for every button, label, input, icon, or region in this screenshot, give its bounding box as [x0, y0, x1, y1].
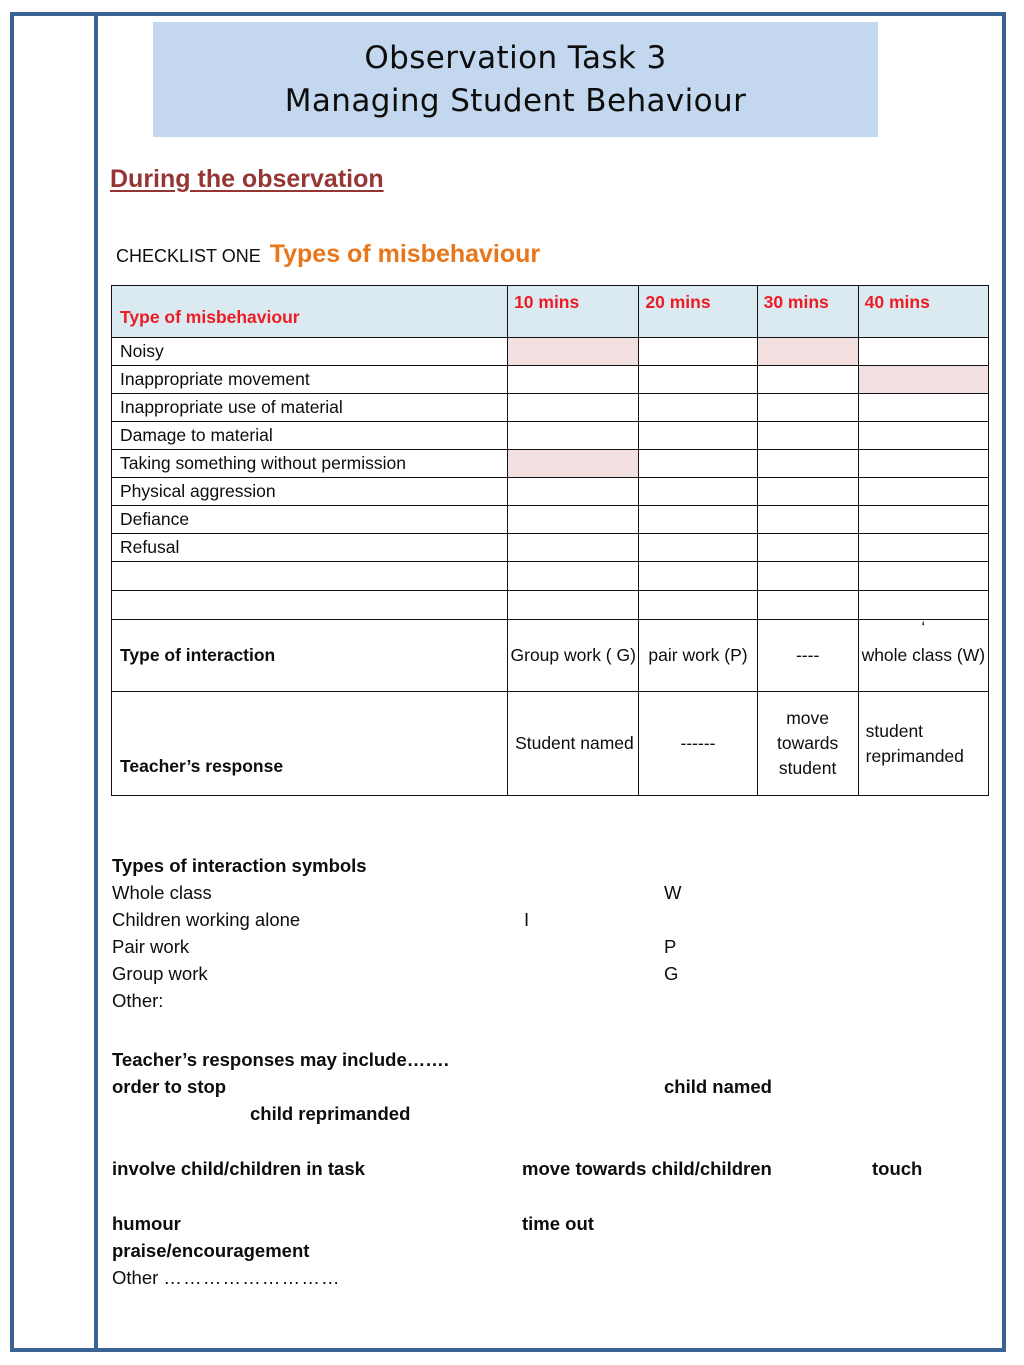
tick-apostrophe-mark: ‘	[921, 619, 926, 637]
column-header-30mins: 30 mins	[757, 286, 858, 338]
interaction-value-cell[interactable]	[858, 620, 988, 692]
response-child-reprimanded: child reprimanded	[250, 1103, 411, 1124]
interaction-row	[112, 620, 989, 692]
checklist-heading	[116, 240, 540, 269]
checklist-empty-cell[interactable]	[858, 422, 988, 450]
column-header-10mins: 10 mins	[508, 286, 639, 338]
misbehaviour-label: Physical aggression	[112, 478, 508, 506]
checklist-empty-cell[interactable]	[639, 450, 757, 478]
table-row	[112, 534, 989, 562]
table-row	[112, 506, 989, 534]
response-move-towards: move towards child/children	[522, 1158, 772, 1179]
teacher-response-value-cell[interactable]	[639, 692, 757, 796]
response-order-to-stop: order to stop	[112, 1076, 227, 1097]
checklist-empty-cell[interactable]	[858, 562, 988, 591]
table-row	[112, 591, 989, 620]
interaction-value: pair work (P)	[648, 645, 748, 665]
table-row	[112, 394, 989, 422]
checklist-empty-cell[interactable]	[508, 366, 639, 394]
legend-item-name: Whole class	[112, 882, 212, 903]
teacher-response-value: move towards student	[776, 708, 839, 778]
response-other-label: Other	[112, 1267, 159, 1288]
checklist-empty-cell[interactable]	[757, 591, 858, 620]
legend-item	[112, 906, 982, 933]
response-involve-child: involve child/children in task	[112, 1158, 365, 1179]
misbehaviour-label: Defiance	[112, 506, 508, 534]
legend-item-name: Children working alone	[112, 909, 301, 930]
checklist-empty-cell[interactable]	[757, 450, 858, 478]
table-row	[112, 450, 989, 478]
teacher-response-value-cell[interactable]	[858, 692, 988, 796]
checklist-empty-cell[interactable]	[639, 534, 757, 562]
teacher-responses-block	[112, 1046, 992, 1291]
checklist-empty-cell[interactable]	[508, 534, 639, 562]
legend-item-symbol: I	[524, 909, 530, 930]
misbehaviour-label: Noisy	[112, 338, 508, 366]
teacher-response-value-cell[interactable]	[757, 692, 858, 796]
teacher-response-value: ------	[680, 733, 716, 753]
response-praise: praise/encouragement	[112, 1240, 310, 1261]
checklist-empty-cell[interactable]	[757, 478, 858, 506]
checklist-empty-cell[interactable]	[858, 450, 988, 478]
checklist-empty-cell[interactable]	[858, 394, 988, 422]
response-row-2	[112, 1100, 992, 1127]
response-row-3	[112, 1155, 992, 1182]
legend-item	[112, 879, 982, 906]
response-humour: humour	[112, 1213, 181, 1234]
misbehaviour-label: Refusal	[112, 534, 508, 562]
misbehaviour-label: Taking something without permission	[112, 450, 508, 478]
checklist-empty-cell[interactable]	[508, 562, 639, 591]
response-row-6	[112, 1264, 992, 1291]
legend-item-symbol: W	[664, 882, 682, 903]
checklist-empty-cell[interactable]	[757, 422, 858, 450]
checklist-mark-cell[interactable]	[508, 338, 639, 366]
legend-item-name: Group work	[112, 963, 208, 984]
legend-item-list	[112, 879, 982, 1014]
checklist-empty-cell[interactable]	[757, 506, 858, 534]
legend-item-name: Pair work	[112, 936, 190, 957]
table-header-row	[112, 286, 989, 338]
interaction-value: Group work ( G)	[510, 645, 636, 665]
column-header-20mins: 20 mins	[639, 286, 757, 338]
table-row	[112, 366, 989, 394]
response-other-dots: ………………………	[163, 1267, 341, 1288]
interaction-value: whole class (W)	[861, 645, 986, 665]
title-line-1: Observation Task 3	[364, 39, 667, 76]
checklist-empty-cell[interactable]	[508, 394, 639, 422]
interaction-symbols-legend	[112, 852, 982, 1014]
table-row	[112, 338, 989, 366]
checklist-empty-cell[interactable]	[858, 478, 988, 506]
legend-item-symbol: P	[664, 936, 677, 957]
checklist-mark-cell[interactable]	[508, 450, 639, 478]
page-content	[88, 0, 988, 1365]
misbehaviour-checklist-table	[111, 285, 989, 796]
responses-intro: Teacher’s responses may include…….	[112, 1049, 449, 1070]
misbehaviour-label: Inappropriate use of material	[112, 394, 508, 422]
checklist-empty-cell[interactable]	[757, 562, 858, 591]
response-touch: touch	[872, 1158, 923, 1179]
checklist-empty-cell[interactable]	[858, 506, 988, 534]
checklist-label: CHECKLIST ONE	[116, 246, 261, 266]
checklist-empty-cell[interactable]	[639, 394, 757, 422]
legend-title: Types of interaction symbols	[112, 855, 367, 876]
checklist-empty-cell[interactable]	[508, 422, 639, 450]
legend-item-symbol: G	[664, 963, 679, 984]
interaction-value-cell[interactable]	[757, 620, 858, 692]
checklist-empty-cell[interactable]	[858, 534, 988, 562]
response-row-5	[112, 1237, 992, 1264]
checklist-empty-cell[interactable]	[858, 591, 988, 620]
response-child-named: child named	[664, 1076, 772, 1097]
response-row-1	[112, 1073, 992, 1100]
teacher-response-value-cell[interactable]	[508, 692, 639, 796]
checklist-empty-cell[interactable]	[858, 338, 988, 366]
response-time-out: time out	[522, 1213, 594, 1234]
interaction-value: ----	[795, 645, 820, 665]
response-row-4	[112, 1210, 992, 1237]
teacher-response-row-label: Teacher’s response	[112, 692, 508, 796]
interaction-value-cell[interactable]	[508, 620, 639, 692]
checklist-empty-cell[interactable]	[757, 394, 858, 422]
checklist-empty-cell[interactable]	[757, 366, 858, 394]
misbehaviour-label: Damage to material	[112, 422, 508, 450]
teacher-response-value: Student named	[515, 733, 634, 753]
misbehaviour-label	[112, 591, 508, 620]
table-row	[112, 562, 989, 591]
legend-item	[112, 933, 982, 960]
checklist-empty-cell[interactable]	[508, 506, 639, 534]
checklist-title: Types of misbehaviour	[269, 240, 541, 268]
checklist-empty-cell[interactable]	[639, 506, 757, 534]
legend-item-name: Other:	[112, 990, 164, 1011]
during-observation-heading: During the observation	[110, 165, 384, 193]
legend-item	[112, 987, 982, 1014]
teacher-response-value: student reprimanded	[865, 720, 964, 766]
checklist-empty-cell[interactable]	[639, 422, 757, 450]
checklist-empty-cell[interactable]	[639, 562, 757, 591]
checklist-empty-cell[interactable]	[757, 534, 858, 562]
checklist-empty-cell[interactable]	[508, 591, 639, 620]
misbehaviour-label: Inappropriate movement	[112, 366, 508, 394]
table-row	[112, 422, 989, 450]
checklist-empty-cell[interactable]	[639, 338, 757, 366]
column-header-type: Type of misbehaviour	[112, 286, 508, 338]
checklist-empty-cell[interactable]	[639, 478, 757, 506]
title-banner	[153, 22, 878, 137]
interaction-row-label: Type of interaction	[112, 620, 508, 692]
title-line-2: Managing Student Behaviour	[284, 82, 747, 119]
interaction-value-cell[interactable]	[639, 620, 757, 692]
column-header-40mins: 40 mins	[858, 286, 988, 338]
checklist-empty-cell[interactable]	[508, 478, 639, 506]
checklist-empty-cell[interactable]	[639, 366, 757, 394]
checklist-empty-cell[interactable]	[639, 591, 757, 620]
spacer-2	[112, 1182, 992, 1210]
table-row	[112, 478, 989, 506]
spacer-1	[112, 1127, 992, 1155]
legend-item	[112, 960, 982, 987]
checklist-mark-cell[interactable]	[858, 366, 988, 394]
checklist-mark-cell[interactable]	[757, 338, 858, 366]
misbehaviour-label	[112, 562, 508, 591]
teacher-response-row	[112, 692, 989, 796]
table-body	[112, 338, 989, 796]
